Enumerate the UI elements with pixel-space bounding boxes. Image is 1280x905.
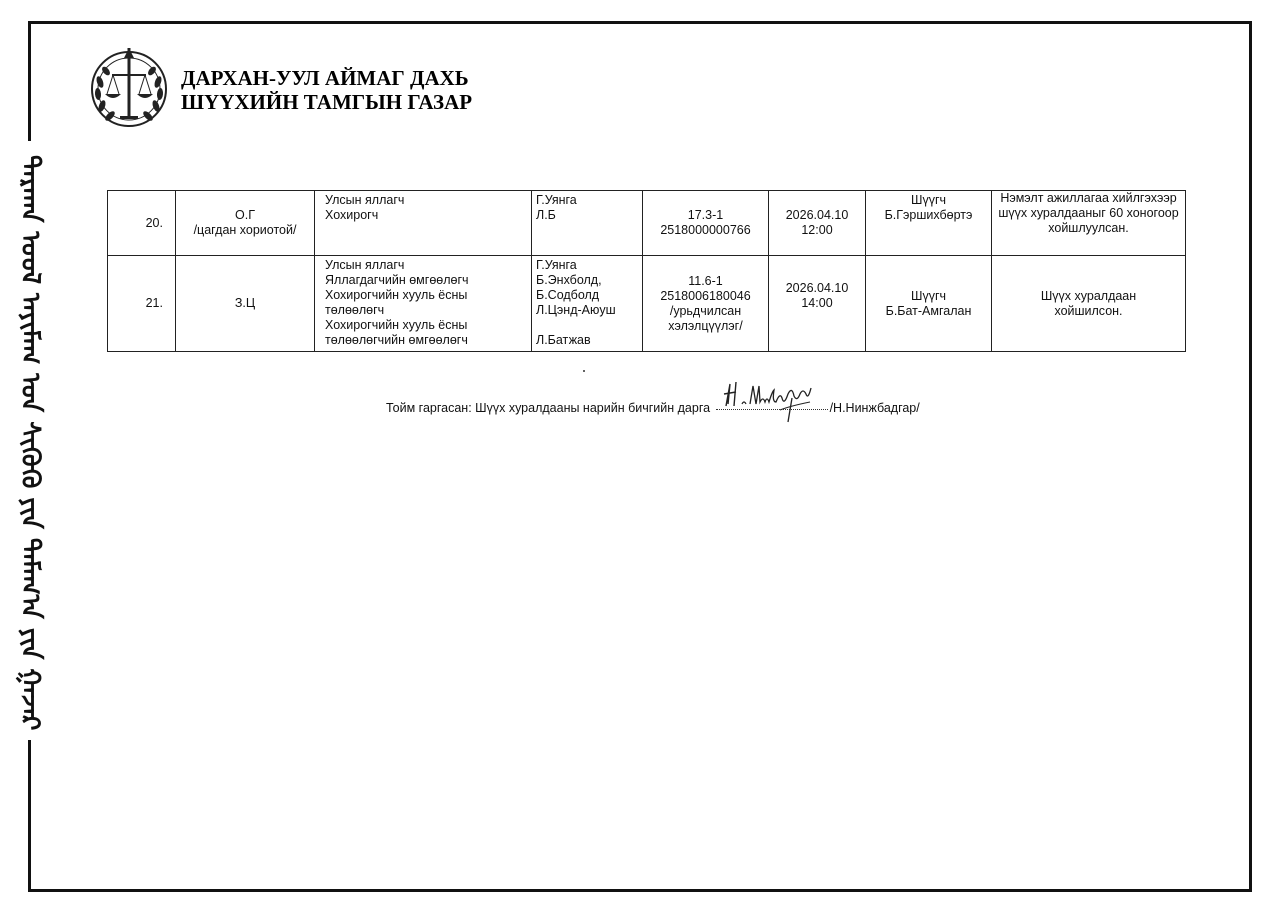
party-role: Улсын яллагч [325, 258, 405, 272]
hearing-result: Шүүх хуралдаан хойшилсон. [1040, 288, 1137, 318]
party-role: Хохирогч [325, 208, 379, 222]
row-number: 20. [108, 191, 176, 256]
parties-cell [315, 256, 532, 352]
party-role: Яллагдагчийн өмгөөлөгч [325, 273, 469, 287]
judge-cell [866, 256, 992, 352]
result-cell [992, 191, 1186, 256]
participant-name: Г.Уянга [536, 258, 577, 272]
case-article: 11.6-1 [688, 273, 723, 288]
party-role: Хохирогчийн хууль ёсны төлөөлөгчийн өмгөөлөгч [325, 318, 468, 347]
prepared-by-note [386, 401, 920, 415]
participant-name: Г.Уянга [536, 193, 577, 207]
participant-name: Л.Батжав [536, 333, 591, 347]
case-number: 2518000000766 [660, 223, 751, 237]
court-title-line1: ДАРХАН-УУЛ АЙМАГ ДАХЬ [181, 66, 469, 90]
spacer [773, 311, 861, 326]
hearing-schedule-table [107, 190, 1186, 352]
defendant-cell [176, 256, 315, 352]
court-title [181, 66, 472, 114]
participant-name: Л.Б [536, 208, 556, 222]
judge-name: Б.Бат-Амгалан [885, 303, 972, 318]
page-border [28, 21, 1252, 892]
participant-name: Л.Цэнд-Аюуш [536, 303, 616, 317]
parties-cell [315, 191, 532, 256]
defendant-name: З.Ц [234, 296, 256, 310]
participants-cell [532, 256, 643, 352]
table-row [108, 191, 1186, 256]
case-cell [643, 191, 769, 256]
handwritten-signature [720, 376, 825, 426]
prepared-by-label: Тойм гаргасан: Шүүх хуралдааны нарийн бичгийн дарга [386, 401, 711, 415]
defendant-note: /цагдан хориотой/ [193, 223, 297, 237]
judge-name: Б.Гэршихбөртэ [884, 208, 973, 222]
hearing-time: 14:00 [801, 296, 833, 310]
hearing-time: 12:00 [801, 223, 833, 237]
case-note: /урьдчилсан хэлэлцүүлэг/ [668, 303, 743, 333]
prepared-by-name: /Н.Нинжбадгар/ [829, 401, 920, 415]
stray-mark [583, 370, 585, 372]
participant-name: Б.Содболд [536, 288, 600, 302]
judge-cell [866, 191, 992, 256]
hearing-result: Нэмэлт ажиллагаа хийлгэхээр шүүх хуралдааныг 60 хоногоор хойшлуулсан. [998, 191, 1179, 235]
left-border-bottom [28, 740, 31, 892]
row-number: 21. [108, 256, 176, 352]
case-number: 2518006180046 [660, 288, 751, 303]
hearing-date: 2026.04.10 [785, 281, 849, 295]
mongolian-script-heading: ᠳᠠᠷᠬᠠᠨ ᠤᠤᠯ ᠠᠶᠢᠮᠠᠭ ᠤᠨ ᠰᠢᠭᠦᠬᠦ ᠶᠢᠨ ᠲᠠᠮᠠᠭ᠎ᠠ ᠶᠢᠨ ᠭᠠᠵᠠᠷ [15, 154, 45, 731]
court-emblem-scales-icon [88, 44, 170, 130]
party-role: Хохирогчийн хууль ёсны төлөөлөгч [325, 288, 468, 317]
defendant-name: О.Г [235, 208, 255, 222]
judge-title: Шүүгч [910, 193, 947, 207]
case-article: 17.3-1 [687, 208, 724, 222]
result-cell [992, 256, 1186, 352]
defendant-cell [176, 191, 315, 256]
judge-title: Шүүгч [910, 288, 947, 303]
participants-cell [532, 191, 643, 256]
participant-name: Б.Энхболд, [536, 273, 602, 287]
court-title-line2: ШҮҮХИЙН ТАМГЫН ГАЗАР [181, 90, 473, 114]
party-role: Улсын яллагч [325, 193, 405, 207]
hearing-date: 2026.04.10 [785, 208, 849, 222]
hearing-datetime-cell [769, 256, 866, 352]
table-row [108, 256, 1186, 352]
left-border-top [28, 21, 31, 141]
spacer [536, 318, 638, 333]
hearing-datetime-cell [769, 191, 866, 256]
case-cell [643, 256, 769, 352]
